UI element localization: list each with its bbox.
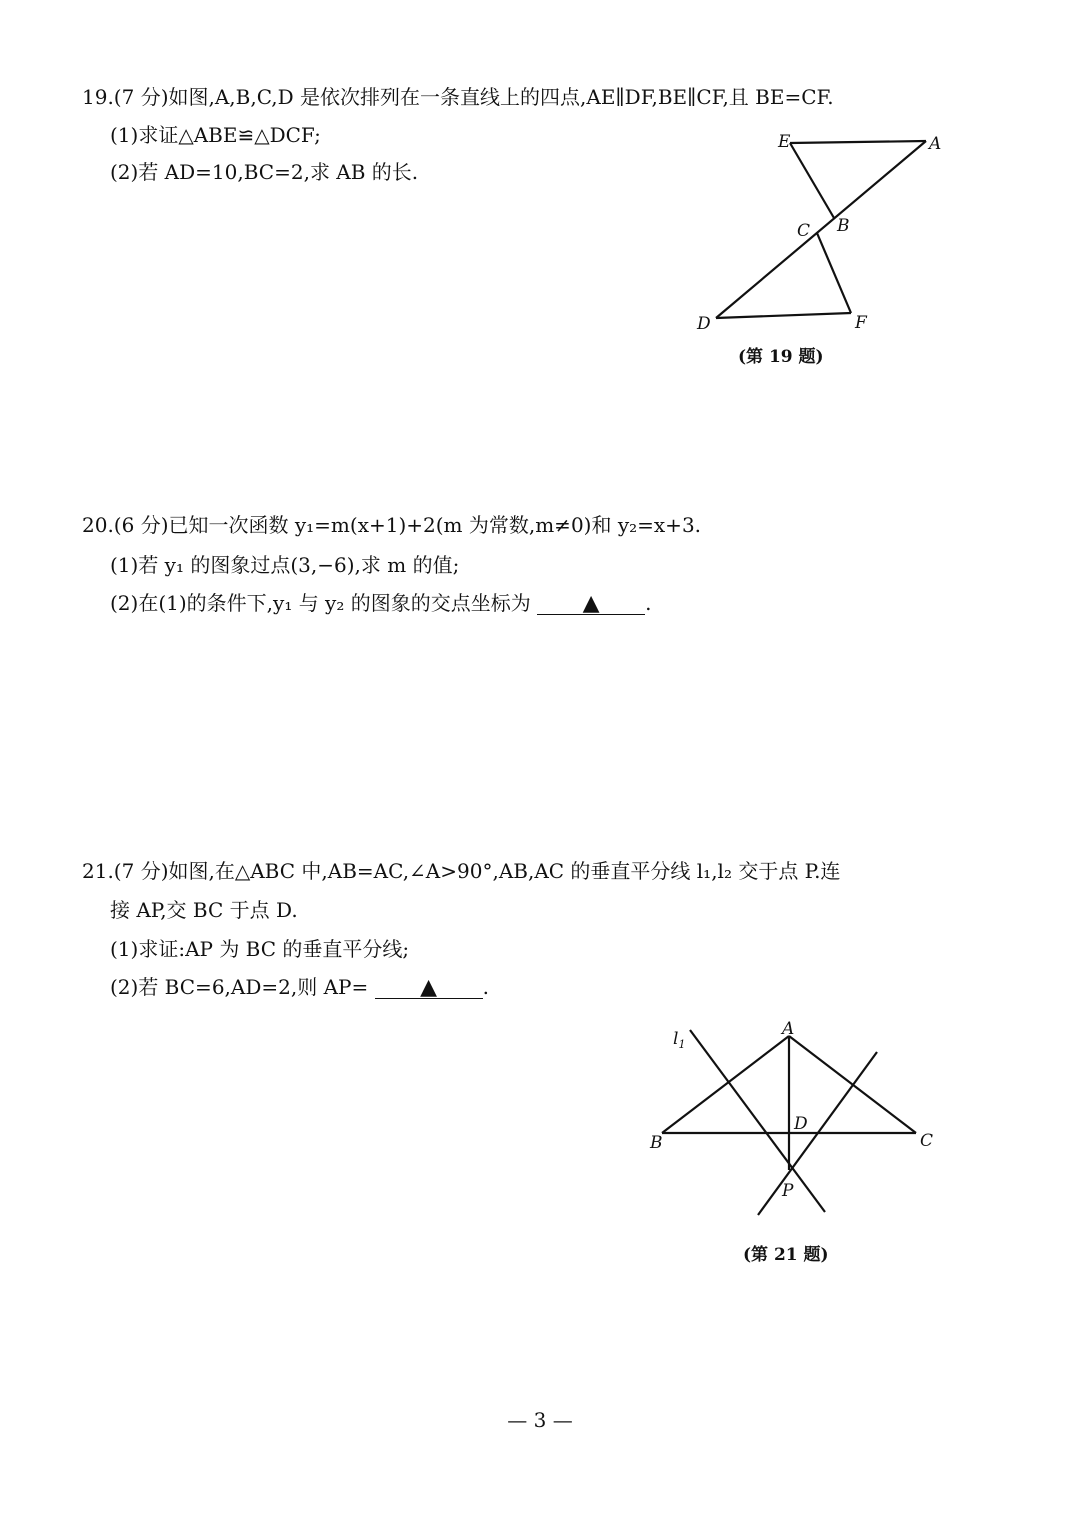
q21-part2 bbox=[110, 974, 489, 1000]
triangle-icon: ▲ bbox=[420, 975, 438, 1000]
q21-part2-text: (2)若 BC=6,AD=2,则 AP= bbox=[110, 975, 369, 999]
q20-part2-end: . bbox=[645, 591, 652, 615]
q19-stem: 19.(7 分)如图,A,B,C,D 是依次排列在一条直线上的四点,AE∥DF,BE∥CF,且 BE=CF. bbox=[82, 85, 834, 109]
label-f: F bbox=[855, 313, 867, 333]
q21-stem-line2: 接 AP,交 BC 于点 D. bbox=[110, 898, 298, 922]
q20-part2-text: (2)在(1)的条件下,y₁ 与 y₂ 的图象的交点坐标为 bbox=[110, 591, 531, 615]
q19-figure bbox=[690, 125, 950, 340]
segment-cf bbox=[817, 233, 851, 313]
label-b: B bbox=[650, 1133, 663, 1153]
q21-figure bbox=[645, 1015, 945, 1225]
q20-part1: (1)若 y₁ 的图象过点(3,−6),求 m 的值; bbox=[110, 553, 460, 577]
q21-answer-blank[interactable] bbox=[375, 977, 483, 999]
q21-stem-line1: 21.(7 分)如图,在△ABC 中,AB=AC,∠A>90°,AB,AC 的垂直平分线 l₁,l₂ 交于点 P.连 bbox=[82, 859, 841, 883]
label-a: A bbox=[929, 134, 942, 154]
label-p: P bbox=[782, 1181, 794, 1201]
label-d: D bbox=[794, 1114, 808, 1134]
q20-stem: 20.(6 分)已知一次函数 y₁=m(x+1)+2(m 为常数,m≠0)和 y₂=x+3. bbox=[82, 513, 702, 537]
label-d: D bbox=[697, 314, 711, 334]
triangle-icon: ▲ bbox=[582, 591, 600, 616]
label-a: A bbox=[782, 1019, 795, 1039]
label-b: B bbox=[837, 216, 850, 236]
label-c: C bbox=[797, 221, 811, 241]
q19-caption: (第 19 题) bbox=[738, 347, 824, 367]
q20-answer-blank[interactable] bbox=[537, 593, 645, 615]
q20-part2 bbox=[110, 590, 651, 616]
segment-eb bbox=[790, 143, 834, 218]
label-c: C bbox=[920, 1131, 934, 1151]
q19-part1: (1)求证△ABE≌△DCF; bbox=[110, 123, 321, 147]
q21-caption: (第 21 题) bbox=[743, 1245, 829, 1265]
label-l1: $l_1$ bbox=[673, 1029, 686, 1051]
q19-part2: (2)若 AD=10,BC=2,求 AB 的长. bbox=[110, 160, 419, 184]
page-number: — 3 — bbox=[507, 1408, 573, 1432]
segment-df bbox=[716, 313, 851, 318]
segment-ad bbox=[716, 141, 926, 318]
q21-part1: (1)求证:AP 为 BC 的垂直平分线; bbox=[110, 937, 410, 961]
segment-ea bbox=[790, 141, 926, 143]
label-e: E bbox=[778, 132, 791, 152]
q21-part2-end: . bbox=[482, 975, 489, 999]
